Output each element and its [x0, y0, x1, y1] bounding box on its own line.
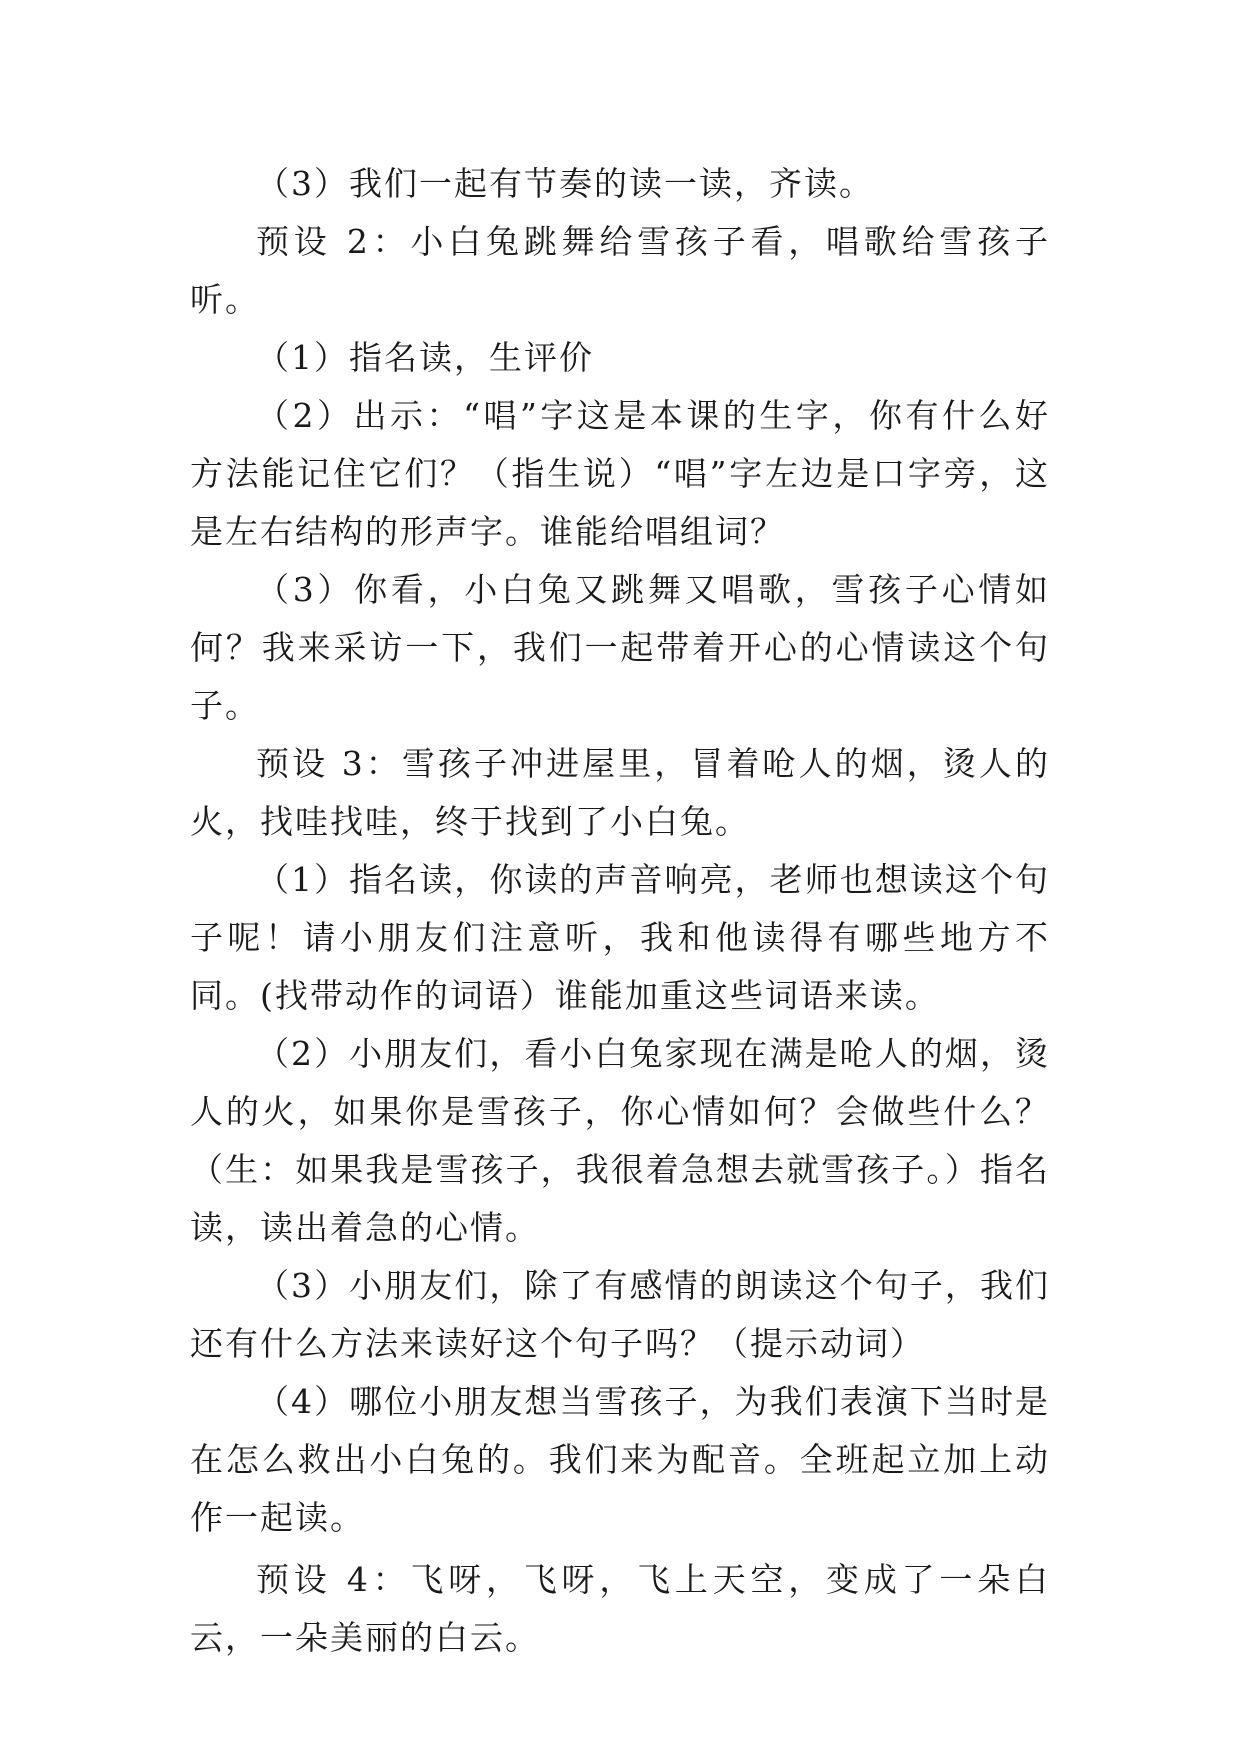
document-body	[190, 155, 1050, 1667]
paragraph-preset-3: 预设 3：雪孩子冲进屋里，冒着呛人的烟，烫人的火，找哇找哇，终于找到了小白兔。	[190, 744, 1050, 841]
paragraph-name-read-evaluate: （1）指名读，生评价	[256, 338, 594, 377]
paragraph-other-methods: （3）小朋友们，除了有感情的朗读这个句子，我们还有什么方法来读好这个句子吗？（提示动词）	[190, 1266, 1050, 1363]
paragraph-read-together: （3）我们一起有节奏的读一读，齐读。	[256, 164, 874, 203]
paragraph-show-character-chang: （2）出示：“唱”字这是本课的生字，你有什么好方法能记住它们？（指生说）“唱”字左边是口字旁，这是左右结构的形声字。谁能给唱组词？	[190, 396, 1050, 551]
paragraph-smoke-and-fire: （2）小朋友们，看小白兔家现在满是呛人的烟，烫人的火，如果你是雪孩子，你心情如何？会做些什么？（生：如果我是雪孩子，我很着急想去就雪孩子。）指名读，读出着急的心情。	[190, 1034, 1050, 1247]
paragraph-snow-child-mood: （3）你看，小白兔又跳舞又唱歌，雪孩子心情如何？我来采访一下，我们一起带着开心的心情读这个句子。	[190, 570, 1050, 725]
paragraph-teacher-reads: （1）指名读，你读的声音响亮，老师也想读这个句子呢！请小朋友们注意听，我和他读得有哪些地方不同。(找带动作的词语）谁能加重这些词语来读。	[190, 860, 1050, 1015]
paragraph-perform-rescue: （4）哪位小朋友想当雪孩子，为我们表演下当时是在怎么救出小白兔的。我们来为配音。全班起立加上动作一起读。	[190, 1382, 1050, 1537]
paragraph-preset-4: 预设 4：飞呀，飞呀，飞上天空，变成了一朵白云，一朵美丽的白云。	[190, 1560, 1050, 1657]
paragraph-preset-2: 预设 2：小白兔跳舞给雪孩子看，唱歌给雪孩子听。	[190, 222, 1050, 319]
